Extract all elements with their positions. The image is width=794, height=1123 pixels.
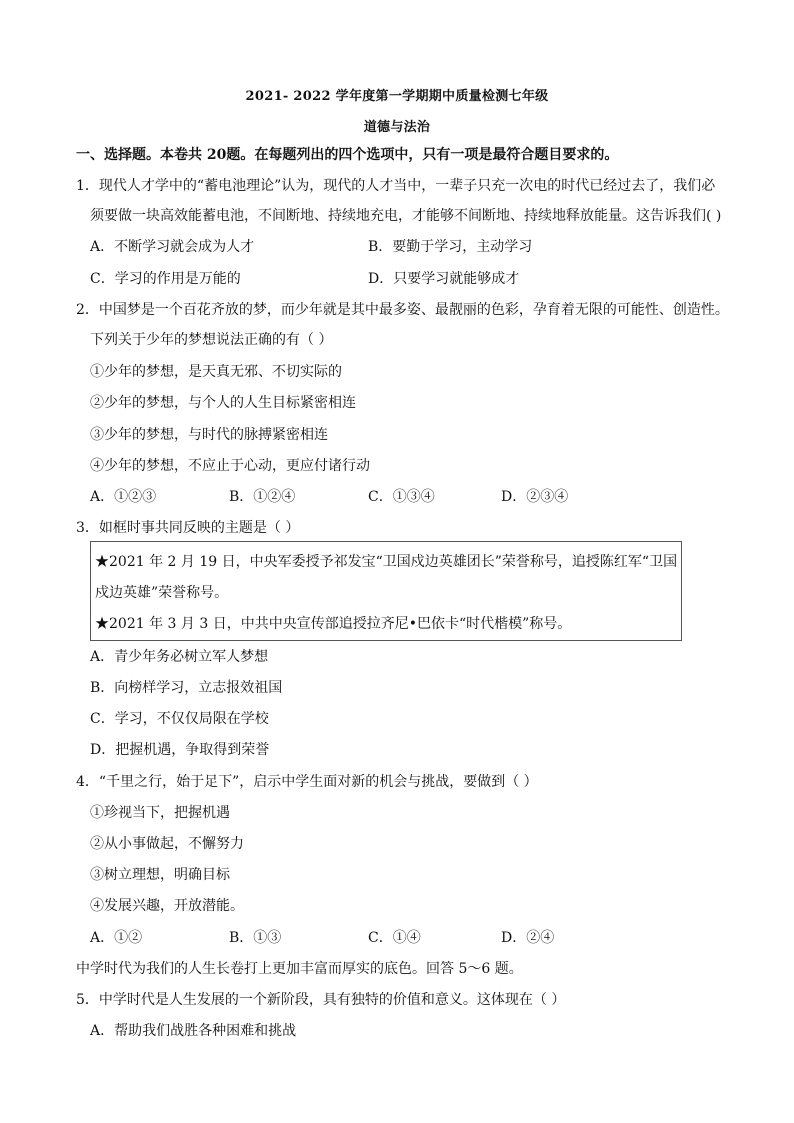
section-heading: 一、选择题。本卷共 20题。在每题列出的四个选项中，只有一项是最符合题目要求的。	[76, 147, 619, 163]
q2-stem-line2: 下列关于少年的梦想说法正确的有（ ）	[90, 332, 333, 348]
q5-6-intro: 中学时代为我们的人生长卷打上更加丰富而厚实的底色。回答 5～6 题。	[76, 961, 523, 977]
q1-option-a: A．不断学习就会成为人才	[90, 239, 255, 255]
subject-title: 道德与法治	[363, 120, 431, 135]
q1-stem-line1: 1．现代人才学中的“蓄电池理论”认为，现代的人才当中，一辈子只充一次电的时代已经过去了，我们必	[76, 178, 716, 194]
q3-option-a: A．青少年务必树立军人梦想	[90, 649, 269, 665]
q4-statement-4: ④发展兴趣，开放潜能。	[90, 898, 244, 914]
q2-statement-3: ③少年的梦想，与时代的脉搏紧密相连	[90, 427, 328, 443]
q2-option-d: D．②③④	[501, 489, 569, 505]
q4-option-d: D．②④	[501, 930, 555, 946]
q1-option-c: C．学习的作用是万能的	[90, 271, 241, 287]
q3-box-item1-line1: ★2021 年 2 月 19 日，中央军委授予祁发宝“卫国戍边英雄团长”荣誉称号，追授陈红军“卫国	[95, 554, 678, 570]
q4-option-b: B．①③	[229, 930, 282, 946]
q3-option-b: B．向榜样学习，立志报效祖国	[90, 680, 283, 696]
q2-option-c: C．①③④	[368, 489, 435, 505]
q2-statement-1: ①少年的梦想，是天真无邪、不切实际的	[90, 364, 342, 380]
q2-stem-line1: 2．中国梦是一个百花齐放的梦，而少年就是其中最多姿、最靓丽的色彩，孕育着无限的可能性、创造性。	[76, 302, 729, 318]
q5-stem: 5．中学时代是人生发展的一个新阶段，具有独特的价值和意义。这体现在（ ）	[76, 992, 566, 1008]
q4-option-a: A．①②	[90, 930, 143, 946]
q3-stem: 3．如框时事共同反映的主题是（ ）	[76, 520, 300, 536]
q2-statement-2: ②少年的梦想，与个人的人生目标紧密相连	[90, 395, 356, 411]
q1-stem-line2: 须要做一块高效能蓄电池，不间断地、持续地充电，才能够不间断地、持续地释放能量。这告诉我们( )	[90, 208, 722, 224]
q1-option-d: D．只要学习就能够成才	[368, 271, 520, 287]
q2-statement-4: ④少年的梦想，不应止于心动，更应付诸行动	[90, 458, 370, 474]
q1-option-b: B．要勤于学习，主动学习	[368, 239, 533, 255]
q4-statement-1: ①珍视当下，把握机遇	[90, 805, 230, 821]
q3-box-item1-line2: 戍边英雄”荣誉称号。	[95, 585, 229, 601]
q3-option-d: D．把握机遇，争取得到荣誉	[90, 742, 270, 758]
q2-option-a: A．①②③	[90, 489, 157, 505]
q4-option-c: C．①④	[368, 930, 421, 946]
q4-statement-2: ②从小事做起，不懈努力	[90, 836, 244, 852]
q4-stem: 4．“千里之行，始于足下”，启示中学生面对新的机会与挑战，要做到（ ）	[76, 774, 538, 790]
q5-option-a: A．帮助我们战胜各种困难和挑战	[90, 1023, 297, 1039]
q2-option-b: B．①②④	[229, 489, 296, 505]
q3-option-c: C．学习，不仅仅局限在学校	[90, 711, 269, 727]
q3-box-item2: ★2021 年 3 月 3 日，中共中央宣传部追授拉齐尼•巴依卡“时代楷模”称号。	[95, 616, 572, 632]
exam-title: 2021- 2022 学年度第一学期期中质量检测七年级	[245, 89, 549, 104]
q4-statement-3: ③树立理想，明确目标	[90, 867, 230, 883]
